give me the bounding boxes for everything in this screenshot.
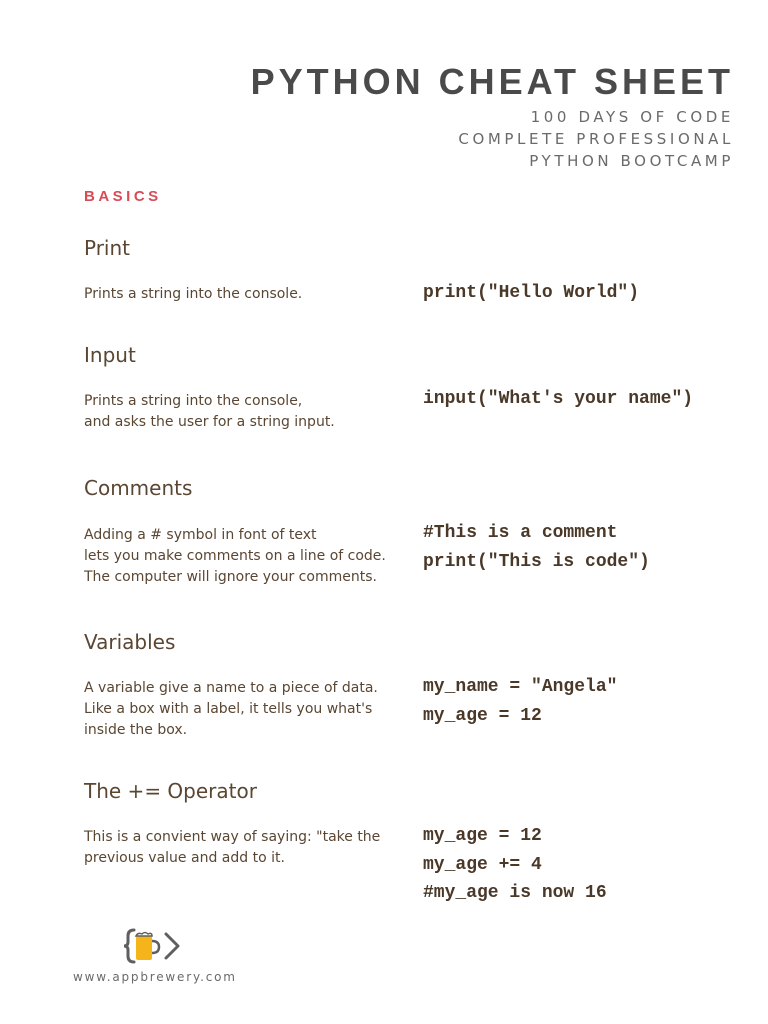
- code-line: my_age = 12: [423, 705, 542, 726]
- code-line: #This is a comment: [423, 523, 618, 543]
- code-line: print("Hello World"): [423, 283, 640, 303]
- entry-heading-print: Print: [84, 236, 131, 260]
- section-label-basics: BASICS: [84, 188, 162, 205]
- code-block-plus-equals-operator: [423, 822, 607, 908]
- code-line: my_age = 12: [423, 826, 542, 846]
- entry-description-input: [84, 391, 404, 433]
- subtitle-line: PYTHON BOOTCAMP: [529, 152, 734, 170]
- app-brewery-logo-icon: [122, 926, 182, 966]
- entry-description-variables: [84, 678, 404, 741]
- code-line: #my_age is now 16: [423, 883, 607, 903]
- subtitle-line: 100 DAYS OF CODE: [530, 108, 734, 126]
- subtitle-line: COMPLETE PROFESSIONAL: [458, 130, 734, 148]
- description-line: Adding a # symbol in font of text: [84, 527, 317, 543]
- code-block-print: [423, 279, 639, 308]
- description-line: previous value and add to it.: [84, 850, 285, 866]
- description-line: The computer will ignore your comments.: [84, 569, 377, 585]
- entry-description-print: [84, 284, 404, 305]
- code-block-input: [423, 385, 693, 414]
- logo-graphic: [122, 926, 182, 966]
- description-line: Prints a string into the console,: [84, 393, 303, 409]
- entry-heading-comments: Comments: [84, 476, 193, 500]
- entry-heading-variables: Variables: [84, 630, 176, 654]
- entry-heading-input: Input: [84, 343, 136, 367]
- code-line: print("This is code"): [423, 551, 650, 572]
- code-line: my_age += 4: [423, 854, 542, 875]
- code-block-comments: [423, 519, 650, 576]
- code-line: input("What's your name"): [423, 389, 694, 409]
- code-block-variables: [423, 673, 617, 730]
- entry-heading-plus-equals-operator: The += Operator: [84, 779, 257, 803]
- entry-description-plus-equals-operator: [84, 827, 404, 869]
- description-line: Like a box with a label, it tells you what's: [84, 701, 373, 717]
- code-line: my_name = "Angela": [423, 677, 618, 697]
- description-line: This is a convient way of saying: "take the: [84, 829, 381, 845]
- page-title: PYTHON CHEAT SHEET: [250, 61, 734, 102]
- description-line: and asks the user for a string input.: [84, 414, 335, 430]
- description-line: lets you make comments on a line of code.: [84, 548, 386, 564]
- description-line: Prints a string into the console.: [84, 286, 303, 302]
- page-header: [251, 62, 734, 172]
- description-line: A variable give a name to a piece of data.: [84, 680, 378, 696]
- description-line: inside the box.: [84, 722, 188, 738]
- footer-url[interactable]: www.appbrewery.com: [73, 970, 237, 984]
- entry-description-comments: [84, 525, 404, 588]
